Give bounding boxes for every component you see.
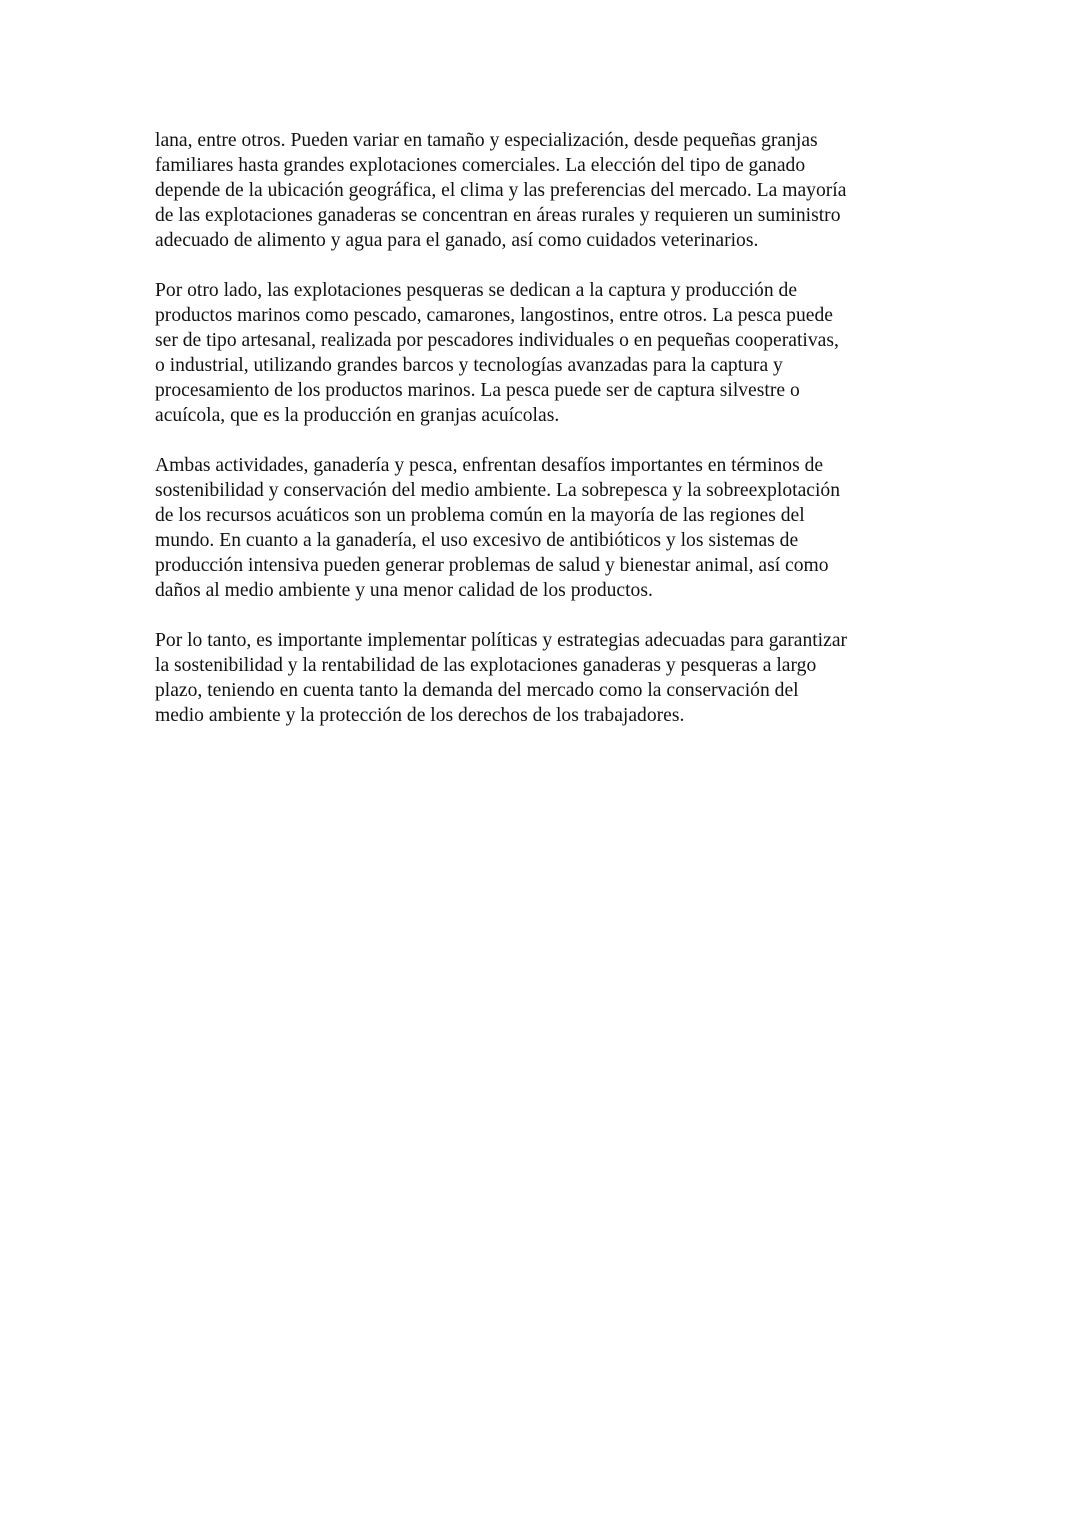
text-line: plazo, teniendo en cuenta tanto la demanda del mercado como la conservación del (155, 680, 799, 701)
text-line: de los recursos acuáticos son un problema común en la mayoría de las regiones del (155, 505, 805, 526)
text-line: adecuado de alimento y agua para el ganado, así como cuidados veterinarios. (155, 230, 759, 251)
text-line: sostenibilidad y conservación del medio ambiente. La sobrepesca y la sobreexplotación (155, 480, 841, 501)
text-line: productos marinos como pescado, camarones, langostinos, entre otros. La pesca puede (155, 305, 833, 326)
text-line: depende de la ubicación geográfica, el clima y las preferencias del mercado. La mayoría (155, 180, 847, 201)
text-line: Por otro lado, las explotaciones pesqueras se dedican a la captura y producción de (155, 280, 798, 301)
text-line: Ambas actividades, ganadería y pesca, enfrentan desafíos importantes en términos de (155, 455, 824, 476)
text-line: daños al medio ambiente y una menor calidad de los productos. (155, 580, 653, 601)
paragraph-challenges (155, 453, 945, 603)
text-line: lana, entre otros. Pueden variar en tamaño y especialización, desde pequeñas granjas (155, 130, 818, 151)
paragraph-fishing (155, 278, 945, 428)
text-line: familiares hasta grandes explotaciones comerciales. La elección del tipo de ganado (155, 155, 806, 176)
paragraph-livestock (155, 128, 945, 253)
text-line: procesamiento de los productos marinos. La pesca puede ser de captura silvestre o (155, 380, 800, 401)
paragraph-conclusion (155, 628, 945, 728)
text-line: producción intensiva pueden generar problemas de salud y bienestar animal, así como (155, 555, 829, 576)
document-body (155, 128, 945, 753)
text-line: acuícola, que es la producción en granjas acuícolas. (155, 405, 560, 426)
text-line: ser de tipo artesanal, realizada por pescadores individuales o en pequeñas cooperativas, (155, 330, 839, 351)
text-line: mundo. En cuanto a la ganadería, el uso excesivo de antibióticos y los sistemas de (155, 530, 799, 551)
text-line: Por lo tanto, es importante implementar políticas y estrategias adecuadas para garantizar (155, 630, 848, 651)
text-line: la sostenibilidad y la rentabilidad de las explotaciones ganaderas y pesqueras a largo (155, 655, 817, 676)
text-line: medio ambiente y la protección de los derechos de los trabajadores. (155, 705, 685, 726)
text-line: de las explotaciones ganaderas se concentran en áreas rurales y requieren un suministro (155, 205, 841, 226)
text-line: o industrial, utilizando grandes barcos y tecnologías avanzadas para la captura y (155, 355, 783, 376)
